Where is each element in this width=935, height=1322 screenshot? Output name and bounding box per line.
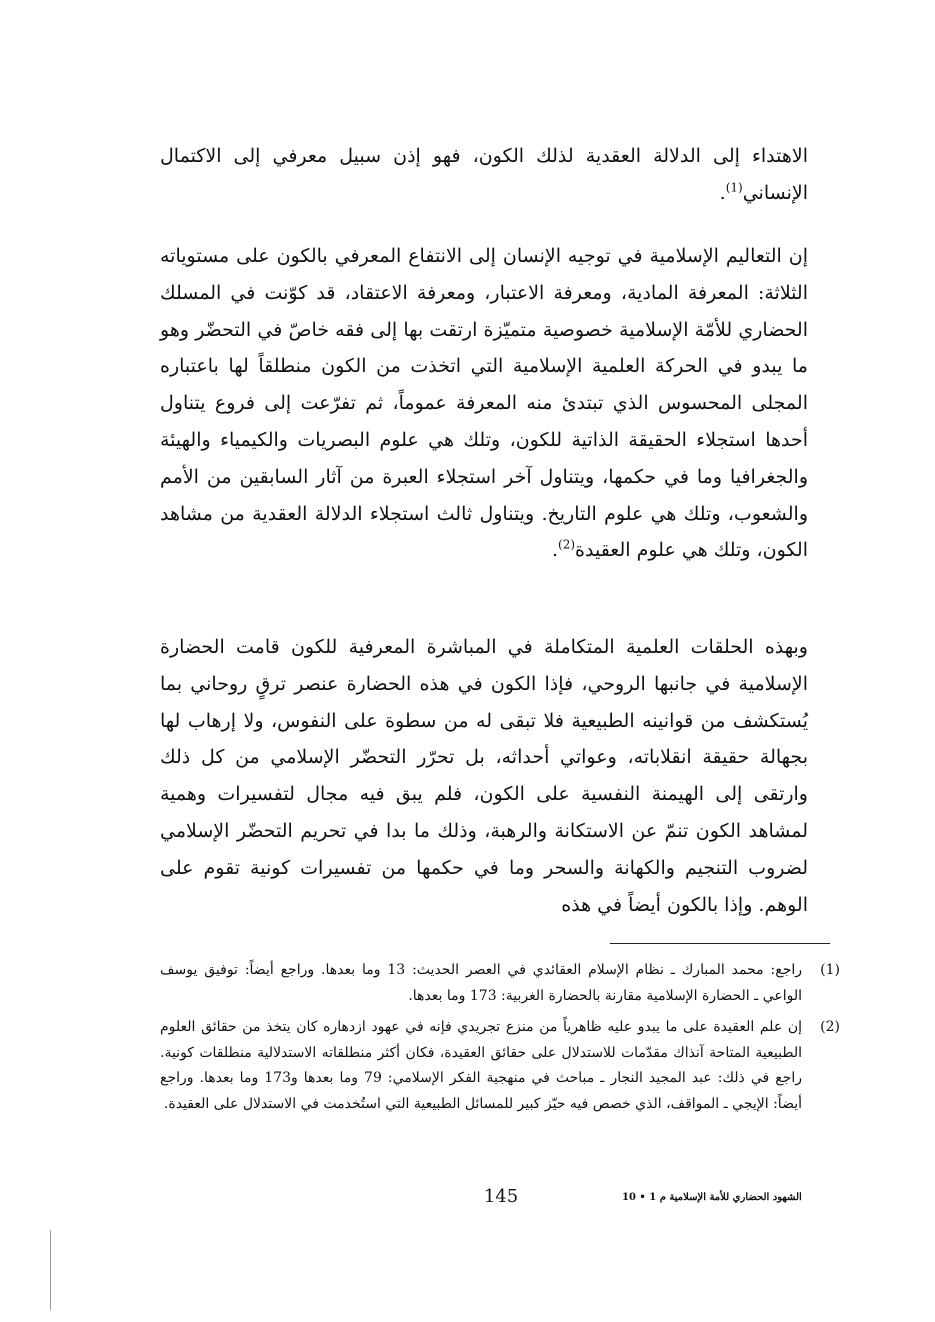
footnote-1: [160, 958, 840, 1009]
footnote-1-number: (1): [820, 962, 840, 978]
footnote-ref-1: (1): [725, 180, 743, 195]
paragraph-1: [160, 238, 808, 569]
continuation-paragraph: [160, 138, 808, 212]
paragraph-1-end: .: [551, 539, 559, 562]
paragraph-1-text: إن التعاليم الإسلامية في توجيه الإنسان إلى الانتفاع المعرفي بالكون على مستوياته الثلاثة: المعرفة المادية، ومعرفة الاعتبار، ومعرفة الاعتقاد، قد كوّنت في المسلك الحضاري للأمّة الإسلامية خصوصية متميّزة ارتقت بها إلى فقه خاصّ في التحضّر وهو ما يبدو في الحركة العلمية الإسلامية التي اتخذت من الكون منطلقاً لها باعتباره المجلى المحسوس الذي تبتدئ منه المعرفة عموماً، ثم تفرّعت إلى فروع يتناول أحدها استجلاء الحقيقة الذاتية للكون، وتلك هي علوم البصريات والكيمياء والهيئة والجغرافيا وما في حكمها، ويتناول آخر استجلاء العبرة من آثار السابقين من الأمم والشعوب، وتلك هي علوم التاريخ. ويتناول ثالث استجلاء الدلالة العقدية من مشاهد الكون، وتلك هي علوم العقيدة: [160, 245, 808, 562]
continuation-end: .: [719, 182, 726, 204]
page-number: 145: [483, 1186, 519, 1207]
footnote-separator: [610, 943, 830, 944]
footnote-2-number: (2): [820, 1019, 840, 1035]
running-footer: الشهود الحضاري للأمة الإسلامية م 1 • 10: [622, 1192, 802, 1203]
paragraph-2: [160, 629, 808, 923]
footnote-1-text: راجع: محمد المبارك ـ نظام الإسلام العقائدي في العصر الحديث: 13 وما بعدها. وراجع أيضاً: توفيق يوسف الواعي ـ الحضارة الإسلامية مقارنة بالحضارة الغربية: 173 وما بعدها.: [160, 962, 803, 1004]
paragraph-2-text: وبهذه الحلقات العلمية المتكاملة في المباشرة المعرفية للكون قامت الحضارة الإسلامية في جانبها الروحي، فإذا الكون في هذه الحضارة عنصر ترقٍ روحاني بما يُستكشف من قوانينه الطبيعية فلا تبقى له من سطوة على النفوس، ولا إرهاب لها بجهالة حقيقة انقلاباته، وعواتي أحداثه، بل تحرّر التحضّر الإسلامي من كل ذلك وارتقى إلى الهيمنة النفسية على الكون، فلم يبق فيه مجال لتفسيرات وهمية لمشاهد الكون تنمّ عن الاستكانة والرهبة، وذلك ما بدا في تحريم التحضّر الإسلامي لضروب التنجيم والكهانة والسحر وما في حكمها من تفسيرات كونية تقوم على الوهم. وإذا بالكون أيضاً في هذه: [160, 636, 808, 916]
continuation-text: الاهتداء إلى الدلالة العقدية لذلك الكون، فهو إذن سبيل معرفي إلى الاكتمال الإنساني: [160, 145, 808, 204]
footnote-2: [160, 1015, 840, 1117]
footnote-2-text: إن علم العقيدة على ما يبدو عليه ظاهرياً من منزع تجريدي فإنه في عهود ازدهاره كان يتخذ من حقائق العلوم الطبيعية المتاحة آنذاك مقدّمات للاستدلال على حقائق العقيدة، فكان أكثر منطلقاته الاستدلالية منطلقات كونية. راجع في ذلك: عبد المجيد النجار ـ مباحث في منهجية الفكر الإسلامي: 79 وما بعدها و173 وما بعدها. وراجع أيضاً: الإيجي ـ المواقف، الذي خصص فيه حيّز كبير للمسائل الطبيعية التي استُخدمت في الاستدلال على العقيدة.: [160, 1019, 802, 1112]
footnote-ref-2: (2): [558, 538, 576, 553]
binding-edge-line: [50, 1230, 51, 1310]
